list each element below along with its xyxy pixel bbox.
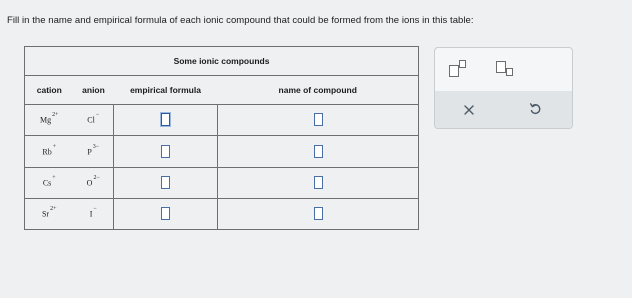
cation-symbol: Mg (39, 115, 52, 125)
subscript-template-icon[interactable] (496, 60, 516, 76)
table-row (25, 167, 419, 198)
cation-cell (25, 136, 74, 167)
cation-symbol: Rb (42, 147, 52, 157)
name-cell (218, 198, 419, 229)
name-cell (218, 136, 419, 167)
clear-icon[interactable] (463, 103, 475, 115)
compound-name-input[interactable] (314, 113, 323, 126)
cation-charge: 2+ (52, 112, 59, 119)
anion-symbol: P (87, 147, 92, 157)
anion-cell (74, 167, 114, 198)
anion-symbol: Cl (87, 115, 95, 125)
instructions: Fill in the name and empirical formula of each ionic compound that could be formed from the ions in this table: (7, 15, 474, 26)
anion-charge: 3− (92, 143, 100, 150)
empirical-formula-input[interactable] (161, 113, 170, 126)
compound-name-input[interactable] (314, 176, 323, 189)
cation-cell (25, 167, 74, 198)
ionic-compounds-table (24, 46, 419, 230)
anion-cell (74, 105, 114, 136)
cation-header: cation (25, 76, 74, 105)
compound-name-input[interactable] (314, 207, 323, 220)
cation-symbol: Cs (42, 178, 52, 188)
compound-name-input[interactable] (314, 145, 323, 158)
toolbox-action-bar (435, 91, 572, 128)
table-row (25, 136, 419, 167)
cation-cell (25, 198, 74, 229)
superscript-template-icon[interactable] (449, 60, 469, 76)
anion-charge: − (93, 206, 97, 213)
cation-symbol: Sr (41, 209, 50, 219)
undo-icon[interactable] (529, 102, 542, 115)
table-row (25, 198, 419, 229)
compound-name-header: name of compound (218, 76, 419, 105)
answer-toolbox (434, 47, 573, 129)
empirical-formula-input[interactable] (161, 207, 170, 220)
empirical-formula-input[interactable] (161, 145, 170, 158)
formula-cell (114, 105, 218, 136)
anion-cell (74, 198, 114, 229)
anion-symbol: O (86, 178, 93, 188)
anion-charge: 2− (93, 174, 100, 181)
anion-cell (74, 136, 114, 167)
cation-charge: 2+ (50, 206, 57, 213)
formula-cell (114, 136, 218, 167)
anion-header: anion (74, 76, 114, 105)
cation-charge: + (52, 174, 56, 181)
cation-cell (25, 105, 74, 136)
cation-charge: + (52, 143, 57, 150)
formula-cell (114, 198, 218, 229)
name-cell (218, 167, 419, 198)
empirical-formula-header: empirical formula (114, 76, 218, 105)
empirical-formula-input[interactable] (161, 176, 170, 189)
name-cell (218, 105, 419, 136)
anion-symbol: I (89, 209, 93, 219)
anion-charge: − (95, 112, 100, 119)
table-row (25, 105, 419, 136)
formula-cell (114, 167, 218, 198)
table-caption: Some ionic compounds (25, 47, 419, 76)
